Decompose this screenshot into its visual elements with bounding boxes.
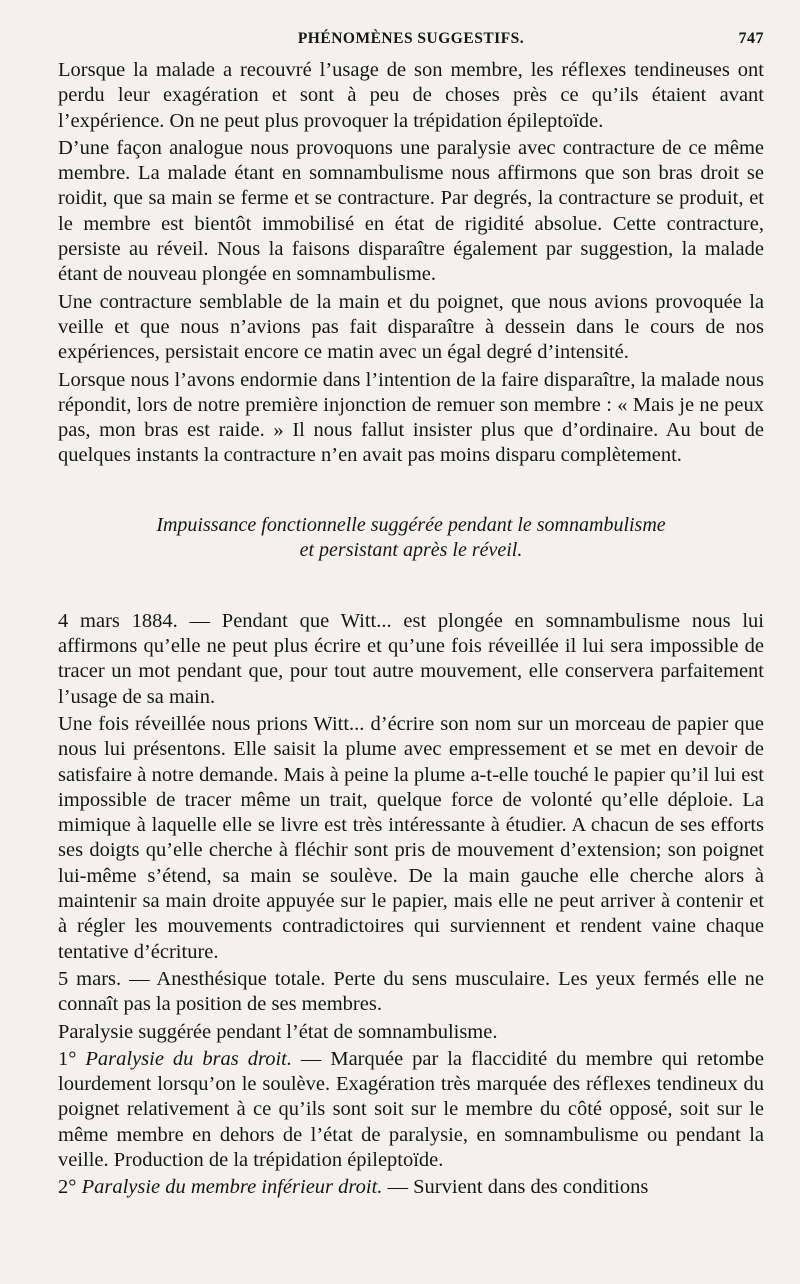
paragraph: Lorsque nous l’avons endormie dans l’intention de la faire disparaître, la malade nous répondit, lors de notre première injonction de remuer son membre : « Mais je ne peux pas, mon bras est raide. » Il nous fallut insister plus que d’ordinaire. Au bout de quelques instants la contracture n’en avait pas moins disparu complètement. — [58, 368, 764, 467]
paragraph: D’une façon analogue nous provoquons une paralysie avec contracture de ce même membre. La malade étant en somnambulisme nous affirmons que son bras droit se roidit, que sa main se ferme et se contracture. Par degrés, la contracture se produit, et le membre est bientôt immobilisé en état de rigidité absolue. Cette contracture, persiste au réveil. Nous la faisons disparaître également par suggestion, la malade étant de nouveau plongée en somnambulisme. — [58, 136, 764, 286]
paragraph: Paralysie suggérée pendant l’état de somnambulisme. — [58, 1020, 498, 1043]
paragraph: 5 mars. — Anesthésique totale. Perte du sens musculaire. Les yeux fermés elle ne connaît pas la position de ses membres. — [58, 967, 764, 1016]
paragraph: 4 mars 1884. — Pendant que Witt... est plongée en somnambulisme nous lui affirmons qu’elle ne peut plus écrire et qu’une fois réveillée il lui sera impossible de tracer un mot pendant que, pour tout autre mouvement, elle conservera parfaitement l’usage de sa main. — [58, 609, 764, 708]
item-text: — Marquée par la flaccidité du membre qui retombe lourdement lorsqu’on le soulève. Exagération très marquée des réflexes tendineux du poignet relativement à ce qu’ils sont soit sur le membre du côté opposé, soit sur le même membre en dehors de l’état de paralysie, en somnambulisme ou pendant la veille. Production de la trépidation épileptoïde. — [58, 1047, 764, 1171]
paragraph: Lorsque la malade a recouvré l’usage de son membre, les réflexes tendineuses ont perdu leur exagération et sont à peu de choses près ce qu’ils étaient avant l’expérience. On ne peut plus provoquer la trépidation épileptoïde. — [58, 59, 764, 132]
item-number: 2° — [58, 1176, 77, 1199]
paragraph: Une contracture semblable de la main et du poignet, que nous avions provoquée la veille et que nous n’avions pas fait disparaître à dessein dans le cours de nos expériences, persistait encore ce matin avec un égal degré d’intensité. — [58, 290, 764, 364]
paragraph: Une fois réveillée nous prions Witt... d’écrire son nom sur un morceau de papier que nous lui présentons. Elle saisit la plume avec empressement et se met en devoir de satisfaire à notre demande. Mais à peine la plume a-t-elle touché le papier qu’il lui est impossible de tracer même un trait, quelque force de volonté qu’elle déploie. La mimique à laquelle elle se livre est très intéressante à étudier. A chacun de ses efforts ses doigts qu’elle cherche à fléchir sont pris de mouvement d’extension; son poignet lui-même s’étend, sa main se soulève. De la main gauche elle cherche alors à maintenir sa main droite appuyée sur le papier, mais elle ne peut arriver à contenir et à régler les mouvements contradictoires qui surviennent et rendent vaine chaque tentative d’écriture. — [58, 712, 764, 963]
running-title: PHÉNOMÈNES SUGGESTIFS. — [297, 30, 525, 47]
item-number: 1° — [58, 1047, 77, 1070]
section-subheading — [58, 513, 764, 563]
numbered-item — [58, 1047, 764, 1173]
item-text: — Survient dans des conditions — [382, 1176, 649, 1199]
page-header — [58, 30, 764, 58]
subheading-line: et persistant après le réveil. — [299, 538, 523, 561]
page-number: 747 — [738, 30, 764, 47]
subheading-line: Impuissance fonctionnelle suggérée pendant le somnambulisme — [156, 513, 666, 536]
body-text — [58, 58, 764, 1201]
item-title: Paralysie du bras droit. — [85, 1047, 292, 1070]
item-title: Paralysie du membre inférieur droit. — [81, 1176, 383, 1199]
numbered-item — [58, 1175, 764, 1200]
